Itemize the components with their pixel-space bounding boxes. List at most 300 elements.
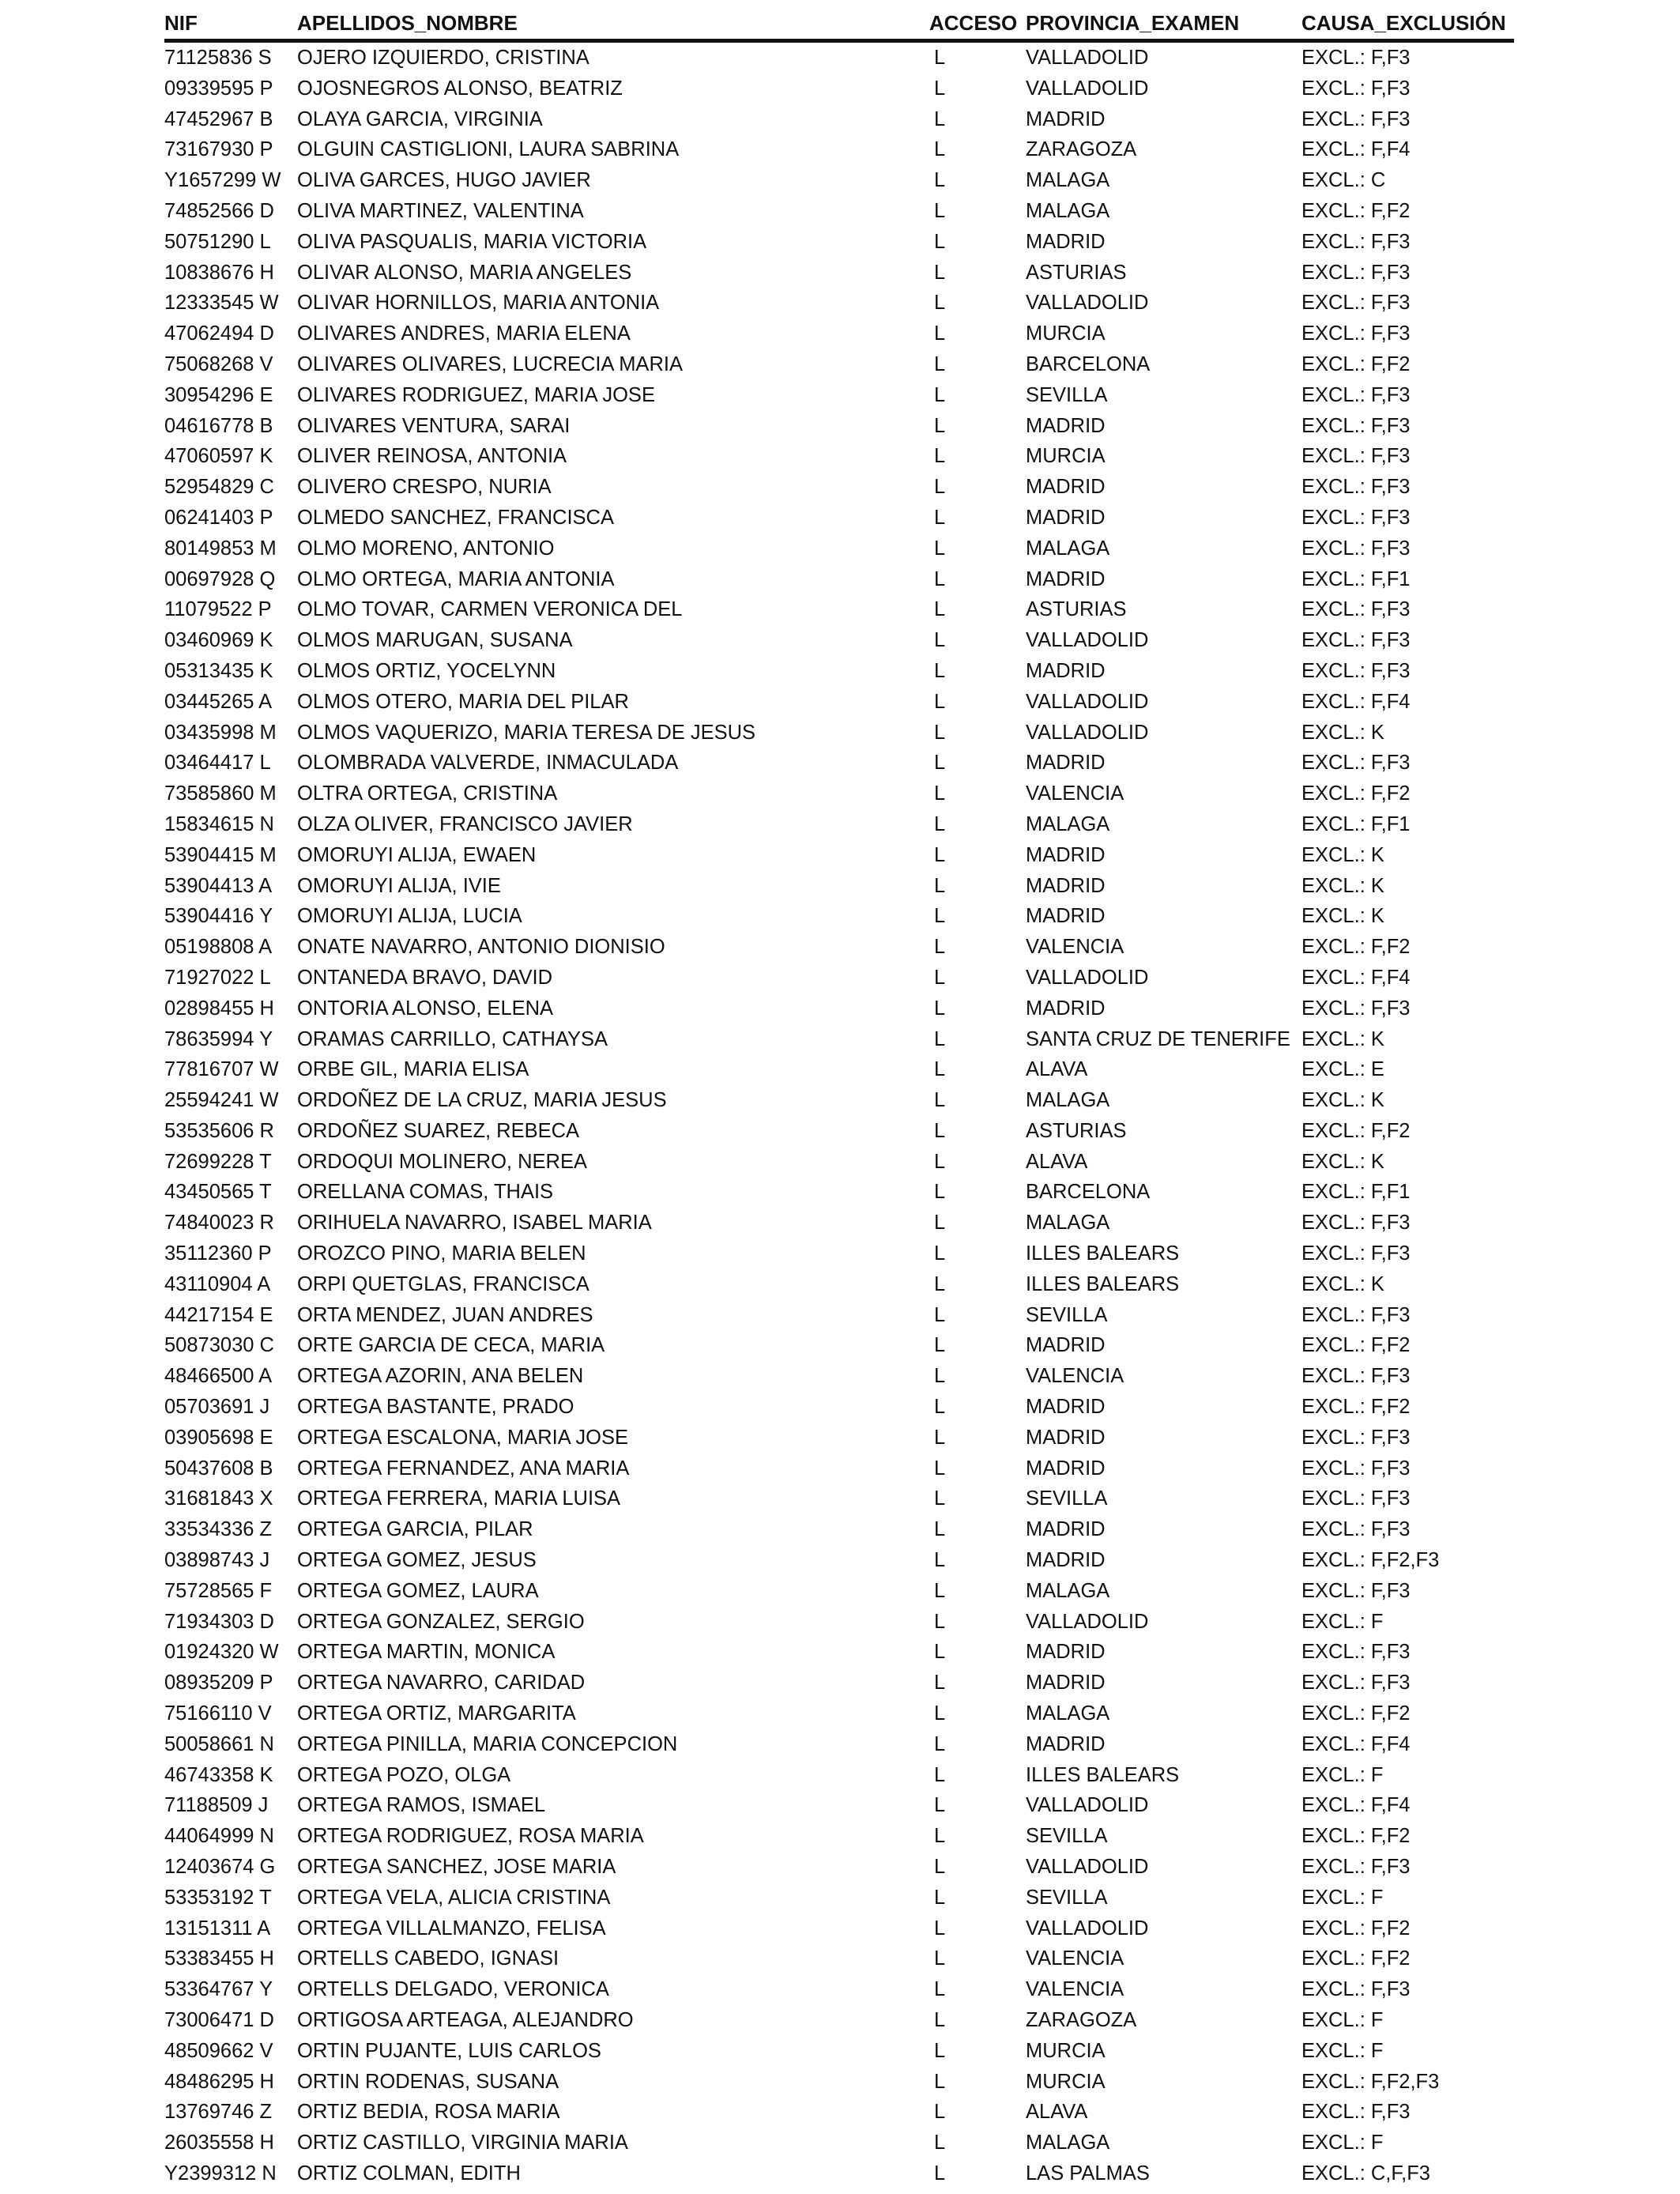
cell-apellidos-nombre: ORTEGA GARCIA, PILAR [297, 1518, 533, 1541]
table-row [164, 2097, 1514, 2128]
cell-nif: 12403674 G [164, 1856, 276, 1879]
table-row [164, 687, 1514, 718]
cell-apellidos-nombre: ONATE NAVARRO, ANTONIO DIONISIO [297, 936, 665, 959]
cell-provincia-examen: MADRID [1026, 843, 1106, 866]
cell-acceso: L [934, 1794, 946, 1817]
cell-provincia-examen: MALAGA [1026, 537, 1110, 560]
table-row [164, 1943, 1514, 1974]
table-row [164, 1821, 1514, 1852]
cell-apellidos-nombre: OLMO MORENO, ANTONIO [297, 537, 555, 560]
cell-nif: 75166110 V [164, 1702, 272, 1725]
cell-acceso: L [934, 812, 946, 835]
cell-nif: 53904416 Y [164, 905, 273, 928]
table-row [164, 1392, 1514, 1423]
cell-provincia-examen: MADRID [1026, 506, 1106, 529]
cell-acceso: L [934, 1641, 946, 1664]
cell-acceso: L [934, 199, 946, 222]
cell-causa-exclusion: EXCL.: F,F3 [1301, 445, 1411, 468]
table-row [164, 1883, 1514, 1913]
cell-acceso: L [934, 1334, 946, 1357]
cell-provincia-examen: VALENCIA [1026, 1365, 1124, 1388]
cell-causa-exclusion: EXCL.: F,F2,F3 [1301, 2070, 1440, 2093]
cell-provincia-examen: VALLADOLID [1026, 629, 1149, 652]
cell-nif: 10838676 H [164, 261, 274, 284]
cell-causa-exclusion: EXCL.: F,F2 [1301, 1947, 1411, 1970]
cell-nif: 13151311 A [164, 1917, 271, 1940]
cell-causa-exclusion: EXCL.: F,F3 [1301, 476, 1411, 499]
table-row [164, 1729, 1514, 1760]
table-row [164, 594, 1514, 625]
table-row [164, 74, 1514, 104]
cell-acceso: L [934, 1763, 946, 1786]
header-causa-exclusion: CAUSA_EXCLUSIÓN [1301, 11, 1506, 35]
table-header [164, 0, 1514, 43]
cell-causa-exclusion: EXCL.: C,F,F3 [1301, 2162, 1430, 2185]
cell-provincia-examen: MADRID [1026, 752, 1106, 775]
cell-nif: 08935209 P [164, 1672, 273, 1695]
cell-apellidos-nombre: ORDOÑEZ SUAREZ, REBECA [297, 1119, 580, 1142]
table-row [164, 748, 1514, 778]
cell-provincia-examen: MADRID [1026, 476, 1106, 499]
cell-provincia-examen: VALLADOLID [1026, 966, 1149, 989]
cell-provincia-examen: MADRID [1026, 659, 1106, 682]
cell-nif: 71125836 S [164, 47, 272, 69]
cell-acceso: L [934, 1027, 946, 1050]
cell-causa-exclusion: EXCL.: F,F4 [1301, 138, 1411, 161]
cell-causa-exclusion: EXCL.: F [1301, 1886, 1384, 1909]
cell-provincia-examen: MADRID [1026, 1426, 1106, 1449]
cell-causa-exclusion: EXCL.: F,F3 [1301, 322, 1411, 345]
cell-apellidos-nombre: OLIVA PASQUALIS, MARIA VICTORIA [297, 230, 647, 253]
table-row [164, 2036, 1514, 2067]
cell-apellidos-nombre: OLMOS VAQUERIZO, MARIA TERESA DE JESUS [297, 721, 756, 744]
table-row [164, 1330, 1514, 1361]
cell-provincia-examen: SEVILLA [1026, 1487, 1108, 1510]
cell-apellidos-nombre: ORTELLS DELGADO, VERONICA [297, 1978, 609, 2001]
cell-provincia-examen: BARCELONA [1026, 352, 1151, 375]
cell-acceso: L [934, 537, 946, 560]
cell-provincia-examen: ZARAGOZA [1026, 138, 1137, 161]
cell-acceso: L [934, 874, 946, 897]
cell-acceso: L [934, 598, 946, 621]
cell-nif: 02898455 H [164, 997, 274, 1020]
table-row [164, 380, 1514, 411]
cell-nif: 53904413 A [164, 874, 273, 897]
cell-apellidos-nombre: ORTEGA GOMEZ, JESUS [297, 1549, 537, 1572]
cell-nif: 09339595 P [164, 77, 273, 100]
cell-causa-exclusion: EXCL.: F,F4 [1301, 1794, 1411, 1817]
table-row [164, 932, 1514, 963]
cell-causa-exclusion: EXCL.: F,F2 [1301, 782, 1411, 805]
table-row [164, 165, 1514, 196]
cell-provincia-examen: ALAVA [1026, 1058, 1088, 1081]
cell-provincia-examen: VALENCIA [1026, 782, 1124, 805]
table-row [164, 2067, 1514, 2098]
cell-acceso: L [934, 292, 946, 315]
cell-nif: 50437608 B [164, 1457, 273, 1480]
cell-causa-exclusion: EXCL.: F,F2 [1301, 1119, 1411, 1142]
cell-causa-exclusion: EXCL.: K [1301, 1150, 1384, 1173]
cell-provincia-examen: ALAVA [1026, 1150, 1088, 1173]
cell-provincia-examen: ILLES BALEARS [1026, 1763, 1180, 1786]
cell-nif: 44064999 N [164, 1825, 274, 1848]
cell-nif: 53535606 R [164, 1119, 274, 1142]
cell-nif: 53353192 T [164, 1886, 272, 1909]
cell-nif: 03905698 E [164, 1426, 273, 1449]
cell-provincia-examen: MADRID [1026, 997, 1106, 1020]
table-row [164, 472, 1514, 503]
cell-nif: Y1657299 W [164, 169, 281, 192]
table-row [164, 227, 1514, 258]
cell-apellidos-nombre: ORTIZ BEDIA, ROSA MARIA [297, 2101, 560, 2124]
cell-provincia-examen: VALLADOLID [1026, 721, 1149, 744]
table-row [164, 441, 1514, 472]
cell-causa-exclusion: EXCL.: F,F1 [1301, 1181, 1411, 1204]
cell-nif: 53904415 M [164, 843, 277, 866]
cell-provincia-examen: VALLADOLID [1026, 1917, 1149, 1940]
cell-apellidos-nombre: OLMO ORTEGA, MARIA ANTONIA [297, 567, 615, 590]
cell-nif: 44217154 E [164, 1303, 273, 1326]
cell-causa-exclusion: EXCL.: K [1301, 905, 1384, 928]
cell-apellidos-nombre: OLIVAR ALONSO, MARIA ANGELES [297, 261, 632, 284]
cell-causa-exclusion: EXCL.: F,F3 [1301, 1426, 1411, 1449]
table-row [164, 625, 1514, 656]
cell-apellidos-nombre: ORELLANA COMAS, THAIS [297, 1181, 554, 1204]
cell-provincia-examen: ASTURIAS [1026, 261, 1127, 284]
cell-acceso: L [934, 1487, 946, 1510]
table-row [164, 1576, 1514, 1607]
cell-causa-exclusion: EXCL.: F,F3 [1301, 1487, 1411, 1510]
cell-acceso: L [934, 352, 946, 375]
cell-apellidos-nombre: OLIVER REINOSA, ANTONIA [297, 445, 567, 468]
cell-causa-exclusion: EXCL.: F,F3 [1301, 47, 1411, 69]
cell-acceso: L [934, 690, 946, 713]
cell-acceso: L [934, 322, 946, 345]
cell-causa-exclusion: EXCL.: C [1301, 169, 1386, 192]
exclusion-table [164, 0, 1514, 2189]
cell-apellidos-nombre: ORDOÑEZ DE LA CRUZ, MARIA JESUS [297, 1089, 667, 1112]
cell-acceso: L [934, 1672, 946, 1695]
cell-acceso: L [934, 1917, 946, 1940]
cell-acceso: L [934, 721, 946, 744]
cell-acceso: L [934, 1089, 946, 1112]
cell-provincia-examen: MADRID [1026, 1672, 1106, 1695]
cell-causa-exclusion: EXCL.: F,F3 [1301, 1365, 1411, 1388]
cell-acceso: L [934, 1518, 946, 1541]
table-row [164, 778, 1514, 809]
cell-provincia-examen: BARCELONA [1026, 1181, 1151, 1204]
cell-apellidos-nombre: ORTEGA FERRERA, MARIA LUISA [297, 1487, 621, 1510]
cell-nif: 48486295 H [164, 2070, 274, 2093]
cell-acceso: L [934, 1732, 946, 1755]
table-row [164, 2128, 1514, 2158]
cell-provincia-examen: MADRID [1026, 1732, 1106, 1755]
cell-provincia-examen: ILLES BALEARS [1026, 1272, 1180, 1295]
table-row [164, 901, 1514, 932]
cell-apellidos-nombre: ORTEGA POZO, OLGA [297, 1763, 511, 1786]
cell-provincia-examen: VALENCIA [1026, 936, 1124, 959]
cell-acceso: L [934, 506, 946, 529]
cell-causa-exclusion: EXCL.: F,F2 [1301, 1334, 1411, 1357]
table-row [164, 871, 1514, 902]
cell-provincia-examen: SEVILLA [1026, 383, 1108, 406]
cell-nif: 03460969 K [164, 629, 273, 652]
cell-provincia-examen: MURCIA [1026, 2070, 1106, 2093]
cell-causa-exclusion: EXCL.: K [1301, 874, 1384, 897]
cell-nif: 53364767 Y [164, 1978, 273, 2001]
table-row [164, 1208, 1514, 1238]
cell-provincia-examen: MADRID [1026, 1396, 1106, 1419]
table-row [164, 1116, 1514, 1147]
table-row [164, 258, 1514, 288]
header-apellidos-nombre: APELLIDOS_NOMBRE [297, 11, 518, 35]
table-row [164, 963, 1514, 993]
cell-causa-exclusion: EXCL.: F,F4 [1301, 690, 1411, 713]
table-row [164, 656, 1514, 687]
cell-apellidos-nombre: ORTEGA VILLALMANZO, FELISA [297, 1917, 606, 1940]
cell-acceso: L [934, 2039, 946, 2062]
cell-provincia-examen: VALENCIA [1026, 1947, 1124, 1970]
cell-nif: 03898743 J [164, 1549, 270, 1572]
table-row [164, 1514, 1514, 1545]
cell-provincia-examen: VALLADOLID [1026, 1610, 1149, 1633]
cell-acceso: L [934, 1365, 946, 1388]
table-row [164, 1238, 1514, 1269]
cell-provincia-examen: MADRID [1026, 1641, 1106, 1664]
header-provincia-examen: PROVINCIA_EXAMEN [1026, 11, 1240, 35]
cell-acceso: L [934, 629, 946, 652]
table-row [164, 564, 1514, 595]
cell-nif: 31681843 X [164, 1487, 273, 1510]
cell-causa-exclusion: EXCL.: F,F3 [1301, 1579, 1411, 1602]
table-row [164, 1483, 1514, 1514]
cell-acceso: L [934, 2070, 946, 2093]
cell-nif: 50873030 C [164, 1334, 274, 1357]
cell-acceso: L [934, 752, 946, 775]
cell-provincia-examen: ASTURIAS [1026, 598, 1127, 621]
cell-nif: 01924320 W [164, 1641, 279, 1664]
table-row [164, 1607, 1514, 1638]
cell-apellidos-nombre: ORTEGA GOMEZ, LAURA [297, 1579, 539, 1602]
cell-nif: 48466500 A [164, 1365, 273, 1388]
cell-nif: 03445265 A [164, 690, 273, 713]
cell-acceso: L [934, 261, 946, 284]
cell-nif: 53383455 H [164, 1947, 274, 1970]
cell-nif: 43450565 T [164, 1181, 272, 1204]
table-row [164, 2005, 1514, 2036]
cell-causa-exclusion: EXCL.: F [1301, 2009, 1384, 2031]
table-row [164, 718, 1514, 748]
cell-provincia-examen: MURCIA [1026, 2039, 1106, 2062]
table-body [164, 43, 1514, 2189]
cell-provincia-examen: MADRID [1026, 1457, 1106, 1480]
cell-apellidos-nombre: OLIVERO CRESPO, NURIA [297, 476, 552, 499]
cell-causa-exclusion: EXCL.: F,F3 [1301, 261, 1411, 284]
cell-acceso: L [934, 1303, 946, 1326]
cell-acceso: L [934, 77, 946, 100]
table-row [164, 1790, 1514, 1821]
cell-causa-exclusion: EXCL.: F,F2 [1301, 1702, 1411, 1725]
cell-provincia-examen: VALENCIA [1026, 1978, 1124, 2001]
cell-acceso: L [934, 383, 946, 406]
cell-provincia-examen: LAS PALMAS [1026, 2162, 1150, 2185]
cell-causa-exclusion: EXCL.: F,F1 [1301, 812, 1411, 835]
cell-provincia-examen: MADRID [1026, 567, 1106, 590]
cell-apellidos-nombre: ORTEGA SANCHEZ, JOSE MARIA [297, 1856, 616, 1879]
cell-apellidos-nombre: OLOMBRADA VALVERDE, INMACULADA [297, 752, 679, 775]
cell-nif: 48509662 V [164, 2039, 273, 2062]
cell-causa-exclusion: EXCL.: K [1301, 721, 1384, 744]
cell-nif: 13769746 Z [164, 2101, 273, 2124]
cell-acceso: L [934, 1702, 946, 1725]
cell-nif: 46743358 K [164, 1763, 273, 1786]
cell-provincia-examen: ALAVA [1026, 2101, 1088, 2124]
table-row [164, 1852, 1514, 1883]
cell-causa-exclusion: EXCL.: F,F2 [1301, 1825, 1411, 1848]
cell-provincia-examen: MADRID [1026, 230, 1106, 253]
cell-acceso: L [934, 2132, 946, 2154]
table-row [164, 134, 1514, 165]
cell-causa-exclusion: EXCL.: F,F3 [1301, 383, 1411, 406]
cell-nif: 71927022 L [164, 966, 271, 989]
cell-provincia-examen: SANTA CRUZ DE TENERIFE [1026, 1027, 1290, 1050]
cell-causa-exclusion: EXCL.: F,F3 [1301, 292, 1411, 315]
table-row [164, 1698, 1514, 1729]
cell-causa-exclusion: EXCL.: F,F3 [1301, 1457, 1411, 1480]
cell-provincia-examen: MADRID [1026, 1518, 1106, 1541]
cell-causa-exclusion: EXCL.: F,F3 [1301, 1641, 1411, 1664]
cell-apellidos-nombre: ORTEGA PINILLA, MARIA CONCEPCION [297, 1732, 678, 1755]
table-row [164, 288, 1514, 319]
cell-causa-exclusion: EXCL.: F,F3 [1301, 659, 1411, 682]
cell-nif: 05198808 A [164, 936, 273, 959]
table-row [164, 1637, 1514, 1668]
cell-apellidos-nombre: ORTA MENDEZ, JUAN ANDRES [297, 1303, 593, 1326]
cell-acceso: L [934, 997, 946, 1020]
table-row [164, 43, 1514, 74]
cell-acceso: L [934, 414, 946, 437]
table-row [164, 1054, 1514, 1085]
cell-provincia-examen: MURCIA [1026, 322, 1106, 345]
cell-acceso: L [934, 936, 946, 959]
cell-acceso: L [934, 1119, 946, 1142]
table-row [164, 840, 1514, 871]
cell-apellidos-nombre: OLMOS OTERO, MARIA DEL PILAR [297, 690, 629, 713]
cell-nif: 74852566 D [164, 199, 274, 222]
cell-nif: 30954296 E [164, 383, 273, 406]
cell-nif: 77816707 W [164, 1058, 279, 1081]
cell-acceso: L [934, 905, 946, 928]
cell-apellidos-nombre: ORDOQUI MOLINERO, NEREA [297, 1150, 587, 1173]
cell-provincia-examen: MADRID [1026, 1334, 1106, 1357]
cell-nif: 35112360 P [164, 1242, 272, 1265]
cell-causa-exclusion: EXCL.: F,F2 [1301, 1396, 1411, 1419]
cell-apellidos-nombre: OLZA OLIVER, FRANCISCO JAVIER [297, 812, 633, 835]
cell-acceso: L [934, 1856, 946, 1879]
cell-causa-exclusion: EXCL.: K [1301, 1272, 1384, 1295]
cell-acceso: L [934, 1272, 946, 1295]
table-row [164, 1269, 1514, 1300]
cell-apellidos-nombre: ORTE GARCIA DE CECA, MARIA [297, 1334, 605, 1357]
cell-acceso: L [934, 2101, 946, 2124]
cell-nif: 12333545 W [164, 292, 279, 315]
cell-causa-exclusion: EXCL.: F,F3 [1301, 1303, 1411, 1326]
table-row [164, 1668, 1514, 1698]
cell-apellidos-nombre: ORTIN PUJANTE, LUIS CARLOS [297, 2039, 601, 2062]
cell-apellidos-nombre: ORTEGA BASTANTE, PRADO [297, 1396, 574, 1419]
cell-acceso: L [934, 843, 946, 866]
cell-causa-exclusion: EXCL.: F [1301, 1610, 1384, 1633]
cell-causa-exclusion: EXCL.: F [1301, 1763, 1384, 1786]
cell-apellidos-nombre: ORIHUELA NAVARRO, ISABEL MARIA [297, 1212, 652, 1235]
cell-acceso: L [934, 1549, 946, 1572]
cell-apellidos-nombre: OLIVARES RODRIGUEZ, MARIA JOSE [297, 383, 655, 406]
cell-provincia-examen: MADRID [1026, 107, 1106, 130]
cell-apellidos-nombre: ORTEGA VELA, ALICIA CRISTINA [297, 1886, 611, 1909]
cell-provincia-examen: MALAGA [1026, 1702, 1110, 1725]
cell-causa-exclusion: EXCL.: F,F3 [1301, 77, 1411, 100]
cell-causa-exclusion: EXCL.: F,F2 [1301, 1917, 1411, 1940]
cell-apellidos-nombre: ORTIGOSA ARTEAGA, ALEJANDRO [297, 2009, 634, 2031]
cell-apellidos-nombre: ONTORIA ALONSO, ELENA [297, 997, 554, 1020]
cell-nif: 75068268 V [164, 352, 273, 375]
cell-apellidos-nombre: OLIVAR HORNILLOS, MARIA ANTONIA [297, 292, 660, 315]
cell-acceso: L [934, 1978, 946, 2001]
cell-acceso: L [934, 169, 946, 192]
cell-provincia-examen: ZARAGOZA [1026, 2009, 1137, 2031]
cell-causa-exclusion: EXCL.: F,F3 [1301, 598, 1411, 621]
cell-provincia-examen: MALAGA [1026, 169, 1110, 192]
cell-apellidos-nombre: OLAYA GARCIA, VIRGINIA [297, 107, 543, 130]
cell-nif: 74840023 R [164, 1212, 274, 1235]
cell-causa-exclusion: EXCL.: F,F3 [1301, 1242, 1411, 1265]
cell-nif: 52954829 C [164, 476, 274, 499]
header-nif: NIF [164, 11, 198, 35]
cell-acceso: L [934, 2009, 946, 2031]
table-row [164, 993, 1514, 1024]
cell-nif: 72699228 T [164, 1150, 272, 1173]
cell-provincia-examen: MALAGA [1026, 812, 1110, 835]
cell-acceso: L [934, 1212, 946, 1235]
cell-provincia-examen: MADRID [1026, 874, 1106, 897]
table-row [164, 1453, 1514, 1484]
cell-acceso: L [934, 1150, 946, 1173]
table-row [164, 319, 1514, 349]
cell-causa-exclusion: EXCL.: F,F3 [1301, 414, 1411, 437]
cell-causa-exclusion: EXCL.: F,F2 [1301, 352, 1411, 375]
cell-provincia-examen: VALLADOLID [1026, 77, 1149, 100]
table-row [164, 533, 1514, 564]
cell-provincia-examen: VALLADOLID [1026, 1794, 1149, 1817]
table-row [164, 503, 1514, 533]
cell-causa-exclusion: EXCL.: F [1301, 2039, 1384, 2062]
table-row [164, 1361, 1514, 1392]
cell-nif: 05313435 K [164, 659, 273, 682]
cell-apellidos-nombre: OLIVARES OLIVARES, LUCRECIA MARIA [297, 352, 683, 375]
cell-apellidos-nombre: ORPI QUETGLAS, FRANCISCA [297, 1272, 590, 1295]
cell-provincia-examen: VALLADOLID [1026, 47, 1149, 69]
table-row [164, 1177, 1514, 1208]
cell-acceso: L [934, 138, 946, 161]
cell-causa-exclusion: EXCL.: F,F2,F3 [1301, 1549, 1440, 1572]
cell-apellidos-nombre: ORTIN RODENAS, SUSANA [297, 2070, 559, 2093]
cell-causa-exclusion: EXCL.: F,F2 [1301, 936, 1411, 959]
cell-apellidos-nombre: OLIVARES ANDRES, MARIA ELENA [297, 322, 631, 345]
cell-apellidos-nombre: ORTEGA RODRIGUEZ, ROSA MARIA [297, 1825, 644, 1848]
cell-apellidos-nombre: OMORUYI ALIJA, EWAEN [297, 843, 537, 866]
cell-acceso: L [934, 1426, 946, 1449]
cell-apellidos-nombre: OLMO TOVAR, CARMEN VERONICA DEL [297, 598, 683, 621]
